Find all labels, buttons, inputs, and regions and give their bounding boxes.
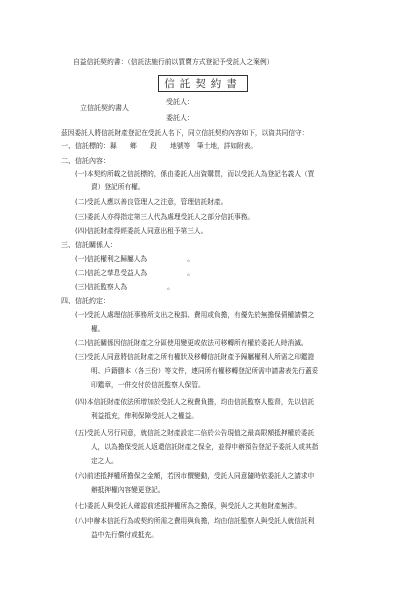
section-4-label: 四、信託約定： (61, 297, 110, 305)
section-3-item-2: (二)信託之孳息受益人為 。 (75, 269, 194, 277)
section-4-item-6-line-1: (六)前述抵押權所擔保之金額，若因市價變動，受託人同意隨時依委託人之請求申 (75, 472, 315, 480)
settlor-label: 委託人： (166, 114, 194, 122)
section-4-item-4-line-2: 利益抵充，俾利保障受託人之權益。 (91, 412, 198, 420)
section-4-item-4-line-1: (四)本信託財產依法所增加於受託人之稅費負擔，均由信託監察人監督，先以信託 (75, 398, 315, 406)
section-4-item-1-line-1: (一)受託人處理信託事務所支出之稅捐、費用或負擔，有優先於無擔保債權請償之 (75, 311, 315, 319)
document-title: 信託契約書 (158, 75, 248, 92)
parties-lead: 立信託契約書人 (80, 104, 129, 112)
section-4-item-3-line-2: 明、戶籍謄本（各三份）等文件，連同所有權移轉登記所需申請書表先行蓋妥 (91, 367, 319, 375)
intro-paragraph: 茲因委託人將信託財產登記在受託人名下，同立信託契約內容如下，以資共同信守： (61, 129, 309, 137)
section-3-label: 三、信託關係人： (61, 241, 117, 249)
section-4-item-6-line-2: 辦抵押權內容變更登記。 (91, 486, 165, 494)
document-header: 自益信託契約書：（信託法施行前以買賣方式登記予受託人之案例） (73, 58, 274, 66)
section-2-item-3: (三)委託人亦得指定第三人代為處理受託人之部分信託事務。 (75, 213, 255, 221)
section-2-item-1-line-2: 賣）登記所有權。 (91, 183, 145, 191)
section-4-item-3-line-3: 印鑑章，一併交付於信託監察人保管。 (91, 381, 205, 389)
section-4-item-5-line-3: 定之人。 (91, 457, 118, 465)
section-4-item-8-line-2: 益中先行償付或抵充。 (91, 531, 158, 539)
section-4-item-1-line-2: 權。 (91, 325, 105, 333)
section-4-item-8-line-1: (八)申辦本信託行為或契約所需之費用與負擔，均由信託監察人與受託人就信託利 (75, 517, 315, 525)
section-4-item-5-line-1: (五)受託人另行同意，就信託之財產設定二倍於公告現值之最高限額抵押權於委託 (75, 429, 315, 437)
section-4-item-5-line-2: 人，以為擔保受託人返還信託財產之保全，並得申辦預告登記予委託人或其指 (91, 443, 319, 451)
section-1-text: 縣 鄉 段 地號等 筆土地，詳如附表。 (110, 142, 258, 150)
section-3-item-1: (一)信託權利之歸屬人為 。 (75, 255, 194, 263)
section-2-item-2: (二)受託人應以善良管理人之注意，管理信託財產。 (75, 198, 228, 206)
section-1-label: 一、信託標的： (61, 142, 110, 150)
section-3-item-3: (三)信託監察人為 。 (75, 283, 174, 291)
section-2-label: 二、信託內容： (61, 157, 110, 165)
trustee-label: 受託人： (166, 98, 194, 106)
section-4-item-7: (七)委託人與受託人確認前述抵押權所為之擔保，與受託人之其他財產無涉。 (75, 502, 301, 510)
section-4-item-2: (二)信託關係因信託財產之分區使用變更或依法可移轉所有權於委託人時消滅。 (75, 339, 308, 347)
section-2-item-1-line-1: (一)本契約所載之信託標的，係由委託人出資購買，而以受託人為登記名義人（買 (75, 170, 315, 178)
section-4-item-3-line-1: (三)受託人同意將信託財產之所有權狀及移轉信託財產予歸屬權利人所需之印鑑證 (75, 353, 315, 361)
section-2-item-4: (四)信託財產得經委託人同意出租予第三人。 (75, 227, 208, 235)
